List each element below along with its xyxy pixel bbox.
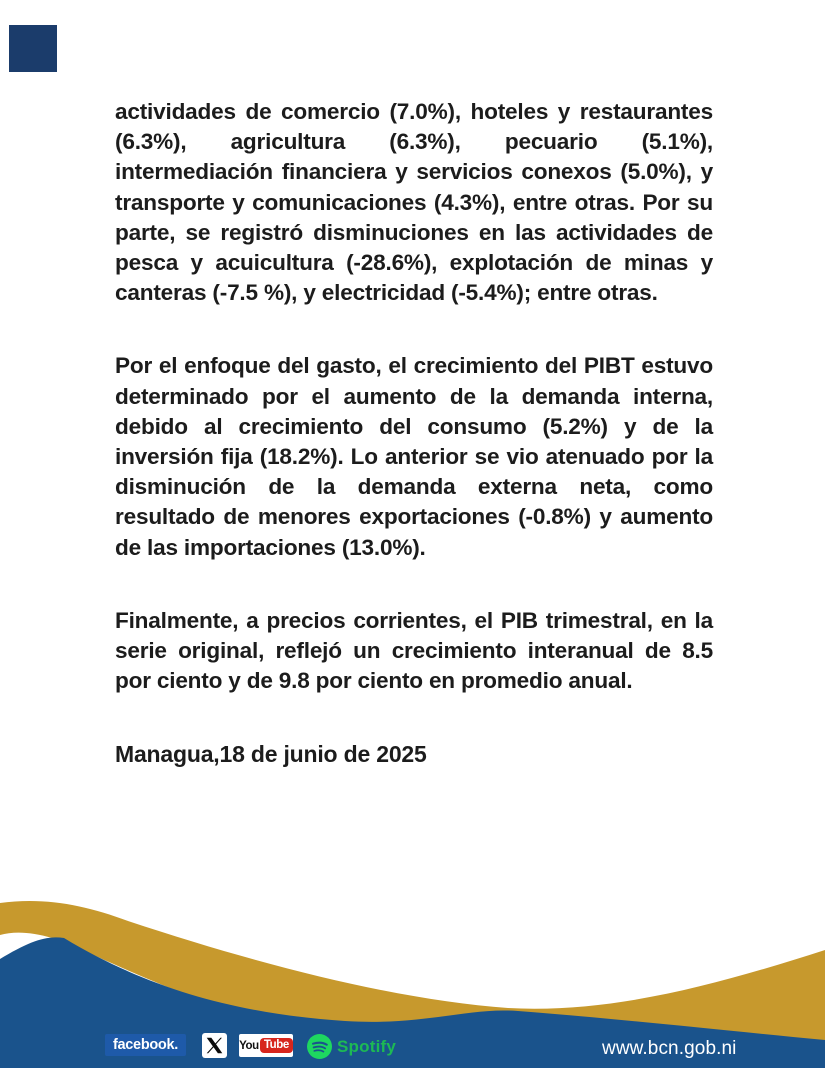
spotify-logo-glyph: [307, 1034, 332, 1059]
youtube-icon[interactable]: [239, 1034, 293, 1057]
x-icon[interactable]: [202, 1033, 227, 1058]
paragraph-economic-activities: actividades de comercio (7.0%), hoteles y restaurantes (6.3%), agricultura (6.3%), pecuario (5.1%), intermediación financiera y servicios conexos (5.0%), y transporte y comunicaciones (4.3%), entre otras. Por su parte, se registró disminuciones en las actividades de pesca y acuicultura (-28.6%), explotación de minas y canteras (-7.5 %), y electricidad (-5.4%); entre otras.: [115, 99, 713, 306]
youtube-tube-label: Tube: [260, 1038, 293, 1053]
dateline: Managua,18 de junio de 2025: [115, 741, 427, 768]
spotify-label: Spotify: [337, 1036, 397, 1056]
paragraph-current-prices: Finalmente, a precios corrientes, el PIB trimestral, en la serie original, reflejó un crecimiento interanual de 8.5 por ciento y de 9.8 por ciento en promedio anual.: [115, 607, 713, 694]
facebook-icon[interactable]: [105, 1034, 186, 1056]
facebook-label: facebook.: [113, 1037, 178, 1053]
website-url[interactable]: www.bcn.gob.ni: [602, 1038, 737, 1059]
paragraph-expenditure-approach: Por el enfoque del gasto, el crecimiento del PIBT estuvo determinado por el aumento de la demanda interna, debido al crecimiento del consumo (5.2%) y de la inversión fija (18.2%). Lo anterior se vio atenuado por la disminución de la demanda externa neta, como resultado de menores exportaciones (-0.8%) y aumento de las importaciones (13.0%).: [115, 353, 713, 560]
spotify-icon[interactable]: [307, 1034, 396, 1059]
page-corner-accent: [9, 25, 57, 72]
x-logo-glyph: [206, 1037, 223, 1054]
youtube-you-label: You: [239, 1039, 259, 1052]
document-body: [115, 97, 713, 770]
